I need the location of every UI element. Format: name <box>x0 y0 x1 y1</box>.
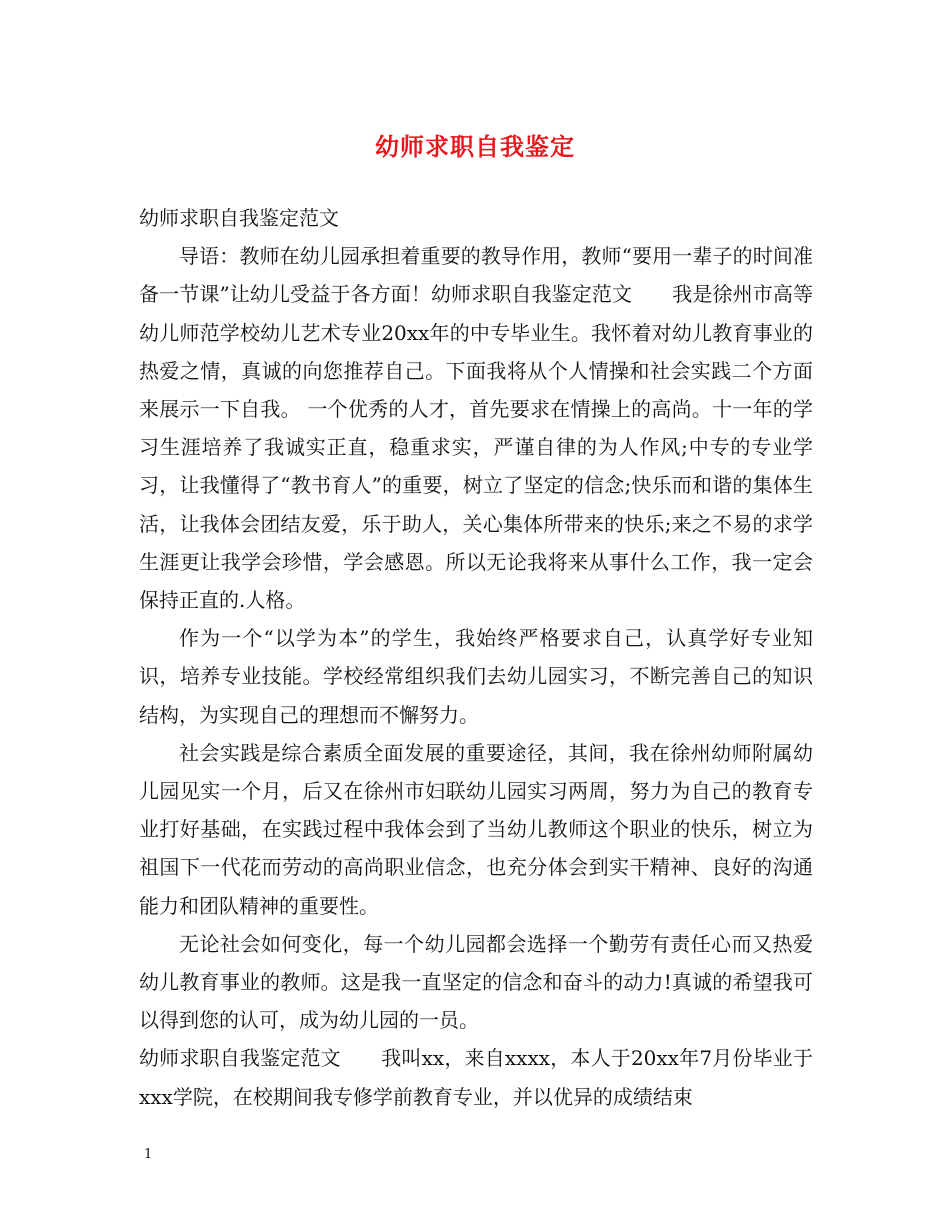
document-title: 幼师求职自我鉴定 <box>375 132 575 161</box>
document-body <box>139 199 813 1116</box>
paragraph-2: 作为一个“以学为本”的学生，我始终严格要求自己，认真学好专业知识，培养专业技能。学校经常组织我们去幼儿园实习，不断完善自己的知识结构，为实现自己的理想而不懈努力。 <box>139 626 813 727</box>
page-number: 1 <box>144 1147 153 1162</box>
paragraph-5: 幼师求职自我鉴定范文 我叫xx，来自xxxx，本人于20xx年7月份毕业于xxx学院，在校期间我专修学前教育专业，并以优异的成绩结束 <box>139 1046 813 1109</box>
paragraph-1: 导语：教师在幼儿园承担着重要的教导作用，教师“要用一辈子的时间准备一节课”让幼儿受益于各方面！幼师求职自我鉴定范文 我是徐州市高等幼儿师范学校幼儿艺术专业20xx年的中专毕业生。我怀着对幼儿教育事业的热爱之情，真诚的向您推荐自己。下面我将从个人情操和社会实践二个方面来展示一下自我。 一个优秀的人才，首先要求在情操上的高尚。十一年的学习生涯培养了我诚实正直，稳重求实，严谨自律的为人作风;中专的专业学习，让我懂得了“教书育人”的重要，树立了坚定的信念;快乐而和谐的集体生活，让我体会团结友爱，乐于助人，关心集体所带来的快乐;来之不易的求学生涯更让我学会珍惜，学会感恩。所以无论我将来从事什么工作，我一定会保持正直的.人格。 <box>139 244 813 613</box>
paragraph-3: 社会实践是综合素质全面发展的重要途径，其间，我在徐州幼师附属幼儿园见实一个月，后又在徐州市妇联幼儿园实习两周，努力为自己的教育专业打好基础，在实践过程中我体会到了当幼儿教师这个职业的快乐，树立为祖国下一代花而劳动的高尚职业信念，也充分体会到实干精神、良好的沟通能力和团队精神的重要性。 <box>139 740 813 918</box>
subtitle: 幼师求职自我鉴定范文 <box>139 206 339 230</box>
paragraph-4: 无论社会如何变化，每一个幼儿园都会选择一个勤劳有责任心而又热爱幼儿教育事业的教师。这是我一直坚定的信念和奋斗的动力!真诚的希望我可以得到您的认可，成为幼儿园的一员。 <box>139 931 813 1033</box>
